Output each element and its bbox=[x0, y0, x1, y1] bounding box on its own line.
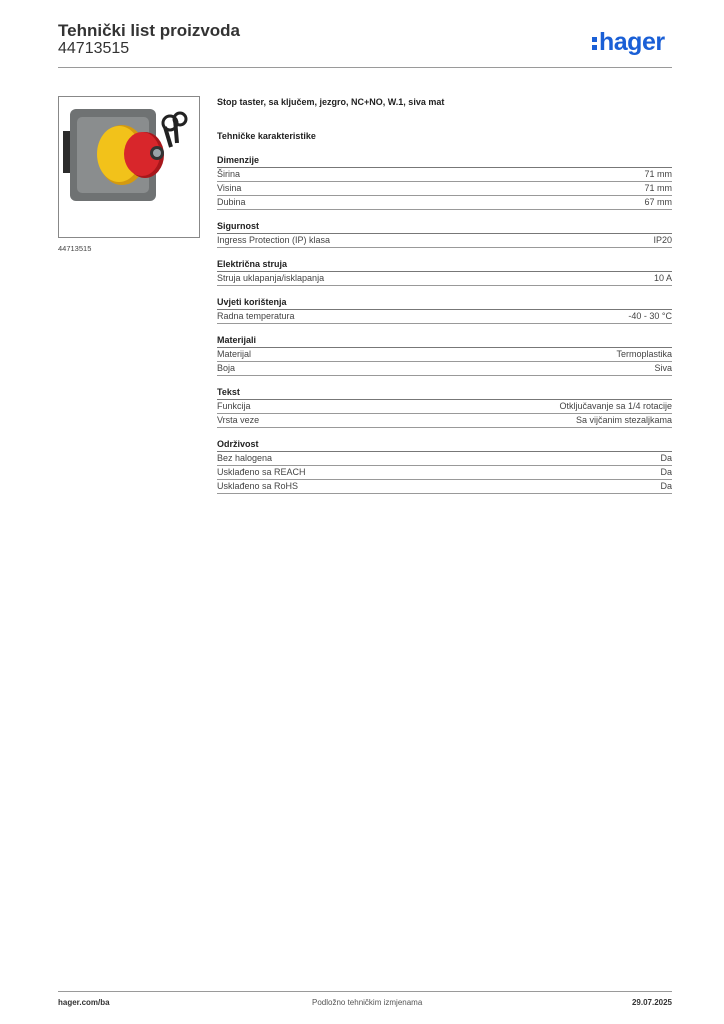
logo-text: hager bbox=[599, 28, 665, 56]
image-caption: 44713515 bbox=[58, 244, 92, 253]
spec-value: Da bbox=[660, 481, 672, 491]
spec-value: 10 A bbox=[653, 273, 672, 283]
spec-value: Da bbox=[660, 453, 672, 463]
spec-row bbox=[217, 348, 672, 362]
spec-group-title: Električna struja bbox=[217, 258, 672, 272]
spec-value: IP20 bbox=[653, 235, 672, 245]
spec-value: 71 mm bbox=[644, 183, 672, 193]
spec-row bbox=[217, 272, 672, 286]
spec-label: Ingress Protection (IP) klasa bbox=[217, 235, 331, 245]
spec-label: Dubina bbox=[217, 197, 246, 207]
spec-row bbox=[217, 414, 672, 428]
spec-group-title: Dimenzije bbox=[217, 154, 672, 168]
spec-row bbox=[217, 452, 672, 466]
header-divider bbox=[58, 67, 672, 68]
footer-divider bbox=[58, 991, 672, 992]
logo-dots-icon bbox=[592, 34, 597, 53]
spec-label: Širina bbox=[217, 169, 241, 179]
product-number: 44713515 bbox=[58, 40, 130, 57]
spec-value: 71 mm bbox=[644, 169, 672, 179]
spec-value: Otključavanje sa 1/4 rotacije bbox=[559, 401, 672, 411]
spec-value: Sa vijčanim stezaljkama bbox=[575, 415, 672, 425]
spec-group-title: Materijali bbox=[217, 334, 672, 348]
spec-row bbox=[217, 480, 672, 494]
characteristics-groups bbox=[217, 154, 672, 494]
footer-website: hager.com/ba bbox=[58, 998, 110, 1007]
spec-value: -40 - 30 °C bbox=[628, 311, 672, 321]
spec-label: Usklađeno sa RoHS bbox=[217, 481, 299, 491]
spec-group bbox=[217, 220, 672, 248]
spec-label: Struja uklapanja/isklapanja bbox=[217, 273, 325, 283]
spec-label: Usklađeno sa REACH bbox=[217, 467, 306, 477]
spec-label: Bez halogena bbox=[217, 453, 273, 463]
spec-group bbox=[217, 386, 672, 428]
footer-notice: Podložno tehničkim izmjenama bbox=[312, 998, 423, 1007]
spec-group bbox=[217, 334, 672, 376]
spec-label: Materijal bbox=[217, 349, 252, 359]
characteristics-content bbox=[217, 96, 672, 494]
spec-value: Da bbox=[660, 467, 672, 477]
spec-group bbox=[217, 438, 672, 494]
spec-group-title: Tekst bbox=[217, 386, 672, 400]
spec-row bbox=[217, 400, 672, 414]
spec-row bbox=[217, 310, 672, 324]
spec-group-title: Uvjeti korištenja bbox=[217, 296, 672, 310]
spec-group bbox=[217, 296, 672, 324]
spec-label: Vrsta veze bbox=[217, 415, 260, 425]
spec-value: Siva bbox=[654, 363, 672, 373]
footer-date: 29.07.2025 bbox=[631, 998, 672, 1007]
spec-label: Radna temperatura bbox=[217, 311, 295, 321]
spec-row bbox=[217, 466, 672, 480]
spec-row bbox=[217, 182, 672, 196]
spec-row bbox=[217, 168, 672, 182]
spec-value: Termoplastika bbox=[616, 349, 672, 359]
product-image bbox=[58, 96, 200, 238]
page-title: Tehnički list proizvoda bbox=[58, 21, 240, 40]
spec-row bbox=[217, 196, 672, 210]
spec-label: Funkcija bbox=[217, 401, 251, 411]
spec-label: Visina bbox=[217, 183, 242, 193]
hager-logo bbox=[592, 28, 665, 56]
stop-button-with-key-icon bbox=[59, 97, 199, 237]
spec-group-title: Održivost bbox=[217, 438, 672, 452]
spec-group bbox=[217, 154, 672, 210]
spec-row bbox=[217, 234, 672, 248]
spec-group-title: Sigurnost bbox=[217, 220, 672, 234]
product-description: Stop taster, sa ključem, jezgro, NC+NO, W.1, siva mat bbox=[217, 97, 445, 107]
spec-group bbox=[217, 258, 672, 286]
characteristics-heading: Tehničke karakteristike bbox=[217, 131, 316, 141]
spec-label: Boja bbox=[217, 363, 236, 373]
spec-row bbox=[217, 362, 672, 376]
spec-value: 67 mm bbox=[644, 197, 672, 207]
